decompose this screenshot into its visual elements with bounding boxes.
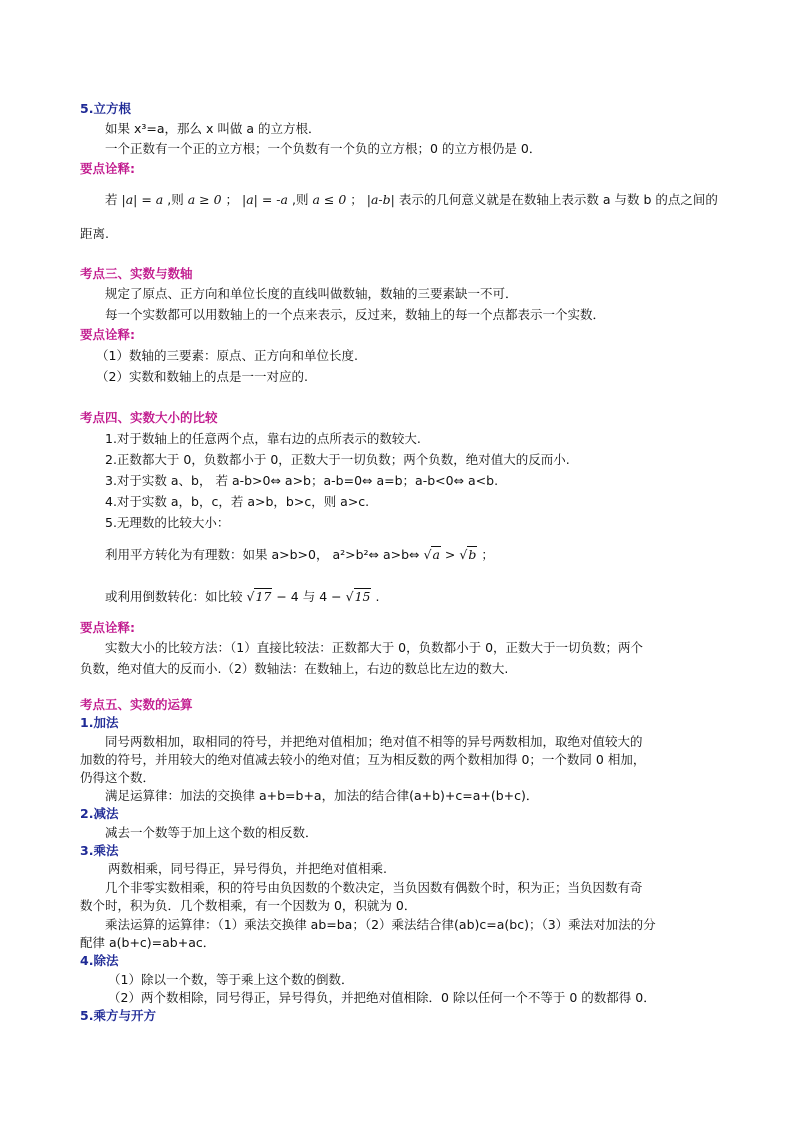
rule-item-2: 2.正数都大于 0，负数都小于 0，正数大于一切负数；两个负数，绝对值大的反而小. xyxy=(105,452,570,467)
sqrt-sign-icon: √ xyxy=(246,589,255,604)
text-cube-root-sign: 一个正数有一个正的立方根；一个负数有一个负的立方根；0 的立方根仍是 0． xyxy=(105,141,542,156)
text-fragment: . xyxy=(375,589,380,604)
subheading-subtraction: 2.减法 xyxy=(80,806,119,821)
text-division-1: （1）除以一个数，等于乘上这个数的倒数． xyxy=(108,972,354,987)
text-comparison-methods-2: 负数，绝对值大的反而小.（2）数轴法：在数轴上，右边的数总比左边的数大. xyxy=(80,661,509,676)
heading-section-4: 考点四、实数大小的比较 xyxy=(80,410,218,425)
text-fragment: ； xyxy=(225,192,239,207)
text-one-to-one: 每一个实数都可以用数轴上的一个点来表示，反过来，数轴上的每一个点都表示一个实数． xyxy=(105,307,606,322)
radicand-a: a xyxy=(432,547,440,562)
text-multiplication-2: 几个非零实数相乘，积的符号由负因数的个数决定，当负因数有偶数个时，积为正；当负因数有奇 xyxy=(105,880,643,895)
text-multiplication-laws-1: 乘法运算的运算律：（1）乘法交换律 ab=ba；（2）乘法结合律(ab)c=a(bc)；（3）乘法对加法的分 xyxy=(105,917,656,932)
text-fragment: 或利用倒数转化：如比较 xyxy=(105,589,243,604)
heading-section-5: 考点五、实数的运算 xyxy=(80,697,193,712)
text-square-method xyxy=(105,547,494,563)
rule-item-5: 5.无理数的比较大小： xyxy=(105,515,230,530)
sqrt-sign-icon: √ xyxy=(345,589,354,604)
heading-cube-root: 5.立方根 xyxy=(80,101,131,116)
radicand-17: 17 xyxy=(255,589,272,604)
text-fragment: − 4 与 4 − xyxy=(276,589,346,604)
formula-abs-a-eq-a: |a| = a xyxy=(121,192,164,207)
text-distance: 距离. xyxy=(80,226,109,241)
formula-a-leq-0: a ≤ 0 xyxy=(312,192,347,207)
key-note-label: 要点诠释: xyxy=(80,620,135,635)
text-fragment: ； xyxy=(350,192,363,207)
subheading-addition: 1.加法 xyxy=(80,715,119,730)
formula-abs-a-minus-b: |a-b| xyxy=(366,192,395,207)
text-fragment: 利用平方转化为有理数：如果 a>b>0， a²>b²⇔ a>b⇔ xyxy=(105,547,420,562)
subheading-multiplication: 3.乘法 xyxy=(80,843,119,858)
text-absolute-value-meaning xyxy=(105,192,718,208)
text-fragment: ,则 xyxy=(167,192,184,207)
text-fragment: 若 xyxy=(105,192,118,207)
subheading-powers-roots: 5.乘方与开方 xyxy=(80,1008,156,1023)
key-note-label: 要点诠释: xyxy=(80,161,135,176)
text-addition-2: 加数的符号，并用较大的绝对值减去较小的绝对值；互为相反数的两个数相加得 0；一个数同 0 相加， xyxy=(80,752,646,767)
heading-section-3: 考点三、实数与数轴 xyxy=(80,266,193,281)
text-subtraction: 减去一个数等于加上这个数的相反数． xyxy=(105,825,318,840)
rule-item-3: 3.对于实数 a、b， 若 a-b>0⇔ a>b；a-b=0⇔ a=b；a-b<0⇔ a<b. xyxy=(105,473,499,488)
text-fragment: ,则 xyxy=(291,192,309,207)
text-reciprocal-method xyxy=(105,589,379,605)
radicand-b: b xyxy=(468,547,477,562)
text-fragment: ； xyxy=(481,547,494,562)
sqrt-sign-icon: √ xyxy=(423,547,432,562)
subheading-division: 4.除法 xyxy=(80,953,119,968)
text-cube-root-def: 如果 x³=a，那么 x 叫做 a 的立方根． xyxy=(105,121,321,136)
text-multiplication-3: 数个时，积为负．几个数相乘，有一个因数为 0，积就为 0． xyxy=(80,898,417,913)
key-note-label: 要点诠释: xyxy=(80,327,135,342)
text-addition-laws: 满足运算律：加法的交换律 a+b=b+a，加法的结合律(a+b)+c=a+(b+c)． xyxy=(105,788,539,803)
text-multiplication-laws-2: 配律 a(b+c)=ab+ac． xyxy=(80,935,216,950)
text-multiplication-1: 两数相乘，同号得正，异号得负，并把绝对值相乘. xyxy=(108,861,387,876)
text-addition-3: 仍得这个数． xyxy=(80,770,156,785)
sqrt-sign-icon: √ xyxy=(459,547,468,562)
text-fragment: 表示的几何意义就是在数轴上表示数 a 与数 b 的点之间的 xyxy=(398,192,718,207)
text-comparison-methods-1: 实数大小的比较方法：（1）直接比较法：正数都大于 0，负数都小于 0，正数大于一切负数；两个 xyxy=(105,640,644,655)
text-addition-1: 同号两数相加，取相同的符号，并把绝对值相加；绝对值不相等的异号两数相加，取绝对值较大的 xyxy=(105,734,643,749)
formula-a-geq-0: a ≥ 0 xyxy=(187,192,222,207)
text-division-2: （2）两个数相除，同号得正，异号得负，并把绝对值相除．0 除以任何一个不等于 0 的数都得 0． xyxy=(108,990,656,1005)
note-item-2: （2）实数和数轴上的点是一一对应的. xyxy=(96,369,308,384)
text-number-line-def: 规定了原点、正方向和单位长度的直线叫做数轴，数轴的三要素缺一不可． xyxy=(105,286,518,301)
radicand-15: 15 xyxy=(354,589,371,604)
formula-abs-a-eq-neg-a: |a| = -a xyxy=(242,192,288,207)
rule-item-4: 4.对于实数 a，b，c，若 a>b，b>c，则 a>c. xyxy=(105,494,370,509)
text-fragment: > xyxy=(444,547,460,562)
note-item-1: （1）数轴的三要素：原点、正方向和单位长度. xyxy=(96,348,358,363)
rule-item-1: 1.对于数轴上的任意两个点，靠右边的点所表示的数较大. xyxy=(105,431,421,446)
